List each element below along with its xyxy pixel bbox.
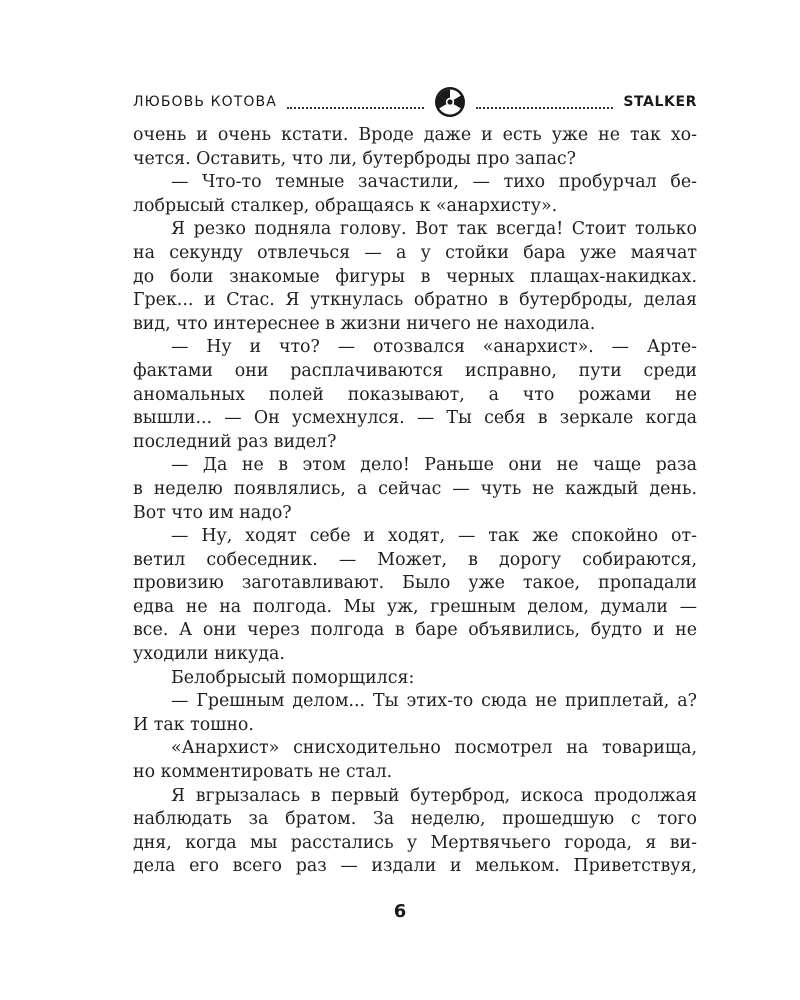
text-line: наблюдать за братом. За неделю, прошедшую с того bbox=[133, 809, 697, 830]
text-line: лобрысый сталкер, обращаясь к «анархисту». bbox=[133, 195, 558, 216]
text-line: — Грешным делом... Ты этих-то сюда не приплетай, а? bbox=[171, 691, 697, 712]
dotted-leader-left bbox=[287, 107, 424, 109]
text-line: ветил собеседник. — Может, в дорогу собираются, bbox=[133, 549, 697, 570]
text-line: все. А они через полгода в баре объявились, будто и не bbox=[133, 620, 697, 641]
dotted-leader-right bbox=[476, 107, 613, 109]
text-line: Я вгрызалась в первый бутерброд, искоса продолжая bbox=[171, 785, 697, 806]
page-number: 6 bbox=[393, 901, 407, 922]
text-line: уходили никуда. bbox=[133, 644, 285, 665]
text-line: на секунду отвлечься — а у стойки бара уже маячат bbox=[133, 242, 697, 263]
radiation-icon bbox=[434, 86, 466, 118]
text-line: но комментировать не стал. bbox=[133, 762, 393, 783]
text-line: — Да не в этом дело! Раньше они не чаще раза bbox=[171, 455, 697, 476]
text-line: провизию заготавливают. Было уже такое, пропадали bbox=[133, 573, 697, 594]
text-line: вид, что интереснее в жизни ничего не находила. bbox=[133, 313, 596, 334]
author-name: ЛЮБОВЬ КОТОВА bbox=[133, 94, 277, 110]
text-line: последний раз видел? bbox=[133, 431, 337, 452]
text-line: И так тошно. bbox=[133, 714, 254, 735]
body-text bbox=[133, 124, 697, 879]
series-title: STALKER bbox=[623, 94, 698, 110]
text-line: фактами они расплачиваются исправно, пути среди bbox=[133, 360, 697, 381]
running-header bbox=[133, 86, 697, 118]
text-line: чется. Оставить, что ли, бутерброды про запас? bbox=[133, 148, 576, 169]
text-line: до боли знакомые фигуры в черных плащах-накидках. bbox=[133, 266, 697, 287]
text-line: дня, когда мы расстались у Мертвячьего города, я ви- bbox=[133, 832, 697, 853]
text-line: Вот что им надо? bbox=[133, 502, 292, 523]
text-line: дела его всего раз — издали и мельком. Приветствуя, bbox=[133, 856, 697, 877]
text-line: Белобрысый поморщился: bbox=[171, 667, 415, 688]
text-line: — Ну, ходят себе и ходят, — так же спокойно от- bbox=[171, 526, 697, 547]
text-line: в неделю появлялись, а сейчас — чуть не каждый день. bbox=[133, 478, 697, 499]
text-line: — Что-то темные зачастили, — тихо пробурчал бе- bbox=[171, 172, 697, 193]
text-line: аномальных полей показывают, а что рожами не bbox=[133, 384, 697, 405]
text-line: Я резко подняла голову. Вот так всегда! Стоит только bbox=[171, 219, 697, 240]
text-line: «Анархист» снисходительно посмотрел на товарища, bbox=[171, 738, 697, 759]
text-line: очень и очень кстати. Вроде даже и есть уже не так хо- bbox=[133, 125, 697, 145]
text-line: вышли... — Он усмехнулся. — Ты себя в зеркале когда bbox=[133, 408, 697, 429]
text-line: — Ну и что? — отозвался «анархист». — Арте- bbox=[171, 337, 697, 358]
text-line: едва не на полгода. Мы уж, грешным делом, думали — bbox=[133, 596, 697, 617]
text-line: Грек... и Стас. Я уткнулась обратно в бутерброды, делая bbox=[133, 290, 697, 311]
